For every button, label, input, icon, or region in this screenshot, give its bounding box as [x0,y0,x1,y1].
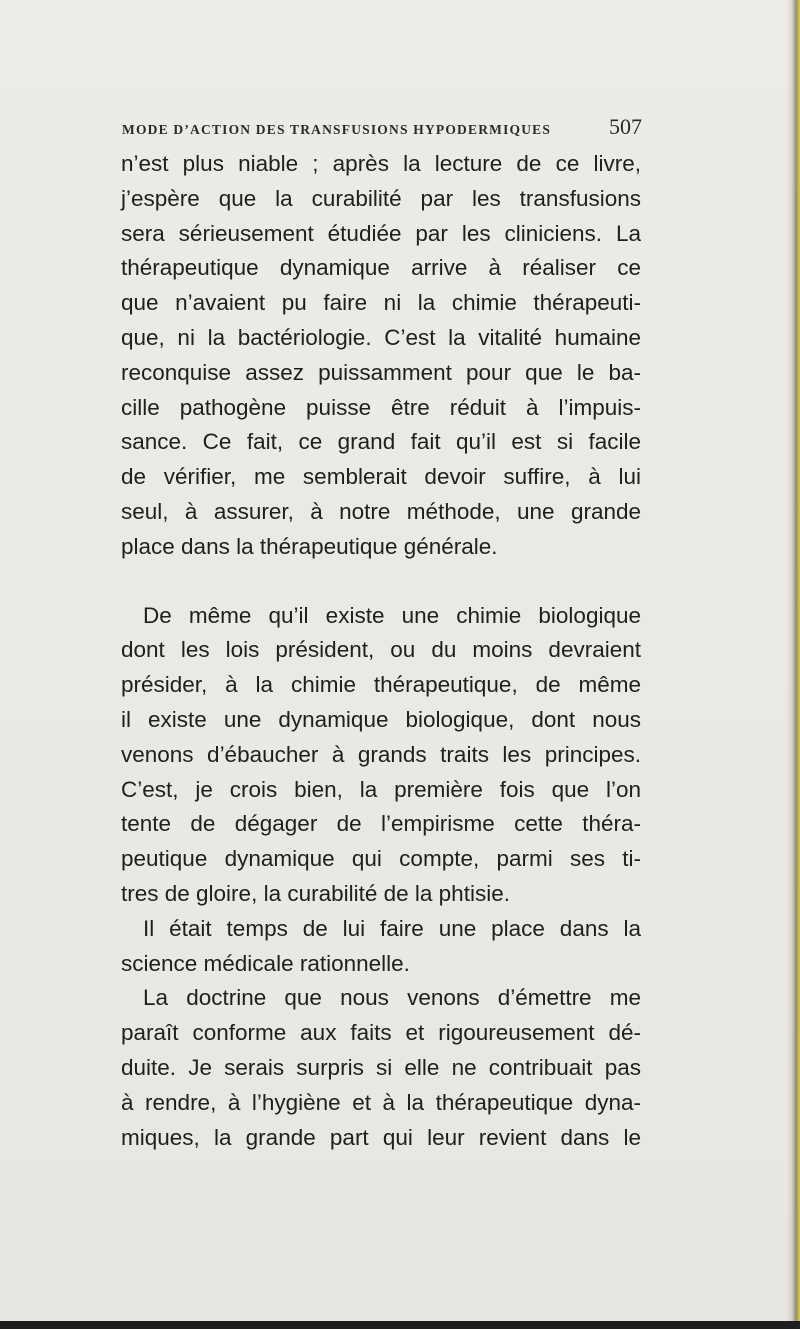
text-line: seul, à assurer, à notre méthode, une grande [121,498,641,524]
text-line: La doctrine que nous venons d’émettre me [143,985,641,1011]
text-line: j’espère que la curabilité par les transfusions [121,185,641,211]
paragraph-1 [121,147,641,565]
text-line: présider, à la chimie thérapeutique, de même [121,672,641,698]
body-text [121,147,641,1155]
text-line: que, ni la bactériologie. C’est la vitalité humaine [121,324,641,350]
scan-bottom-border [0,1321,800,1329]
text-line: duite. Je serais surpris si elle ne contribuait pas [121,1054,641,1080]
text-line: thérapeutique dynamique arrive à réaliser ce [121,255,641,281]
paragraph-spacer [121,565,641,599]
text-line: que n’avaient pu faire ni la chimie thérapeuti- [121,290,641,316]
text-line: de vérifier, me semblerait devoir suffire, à lui [121,464,641,490]
paragraph-2 [121,599,641,912]
text-line: reconquise assez puissamment pour que le ba- [121,359,641,385]
paragraph-4 [121,981,641,1155]
text-line: De même qu’il existe une chimie biologique [143,602,641,628]
text-line: Il était temps de lui faire une place dans la [143,915,641,941]
text-line: n’est plus niable ; après la lecture de ce livre, [121,151,641,176]
text-line: sance. Ce fait, ce grand fait qu’il est si facile [121,429,641,455]
text-line: venons d’ébaucher à grands traits les principes. [121,741,641,767]
text-line: à rendre, à l’hygiène et à la thérapeutique dyna- [121,1089,641,1115]
text-line: il existe une dynamique biologique, dont nous [121,706,641,732]
text-line: miques, la grande part qui leur revient dans le [121,1124,641,1150]
text-line: science médicale rationnelle. [121,950,410,976]
running-head [122,114,642,140]
text-line: place dans la thérapeutique générale. [121,533,498,559]
text-line: C’est, je crois bien, la première fois que l’on [121,776,641,802]
text-line: sera sérieusement étudiée par les cliniciens. La [121,220,641,246]
text-line: cille pathogène puisse être réduit à l’impuis- [121,394,641,420]
page-number: 507 [609,114,642,139]
page-edge-shadow [786,0,800,1329]
text-line: peutique dynamique qui compte, parmi ses ti- [121,846,641,872]
text-line: tres de gloire, la curabilité de la phtisie. [121,880,510,906]
running-head-title: MODE D’ACTION DES TRANSFUSIONS HYPODERMIQUES [122,122,552,137]
text-line: dont les lois président, ou du moins devraient [121,637,641,663]
paragraph-3 [121,912,641,982]
text-line: paraît conforme aux faits et rigoureusement dé- [121,1020,641,1046]
text-line: tente de dégager de l’empirisme cette théra- [121,811,641,837]
